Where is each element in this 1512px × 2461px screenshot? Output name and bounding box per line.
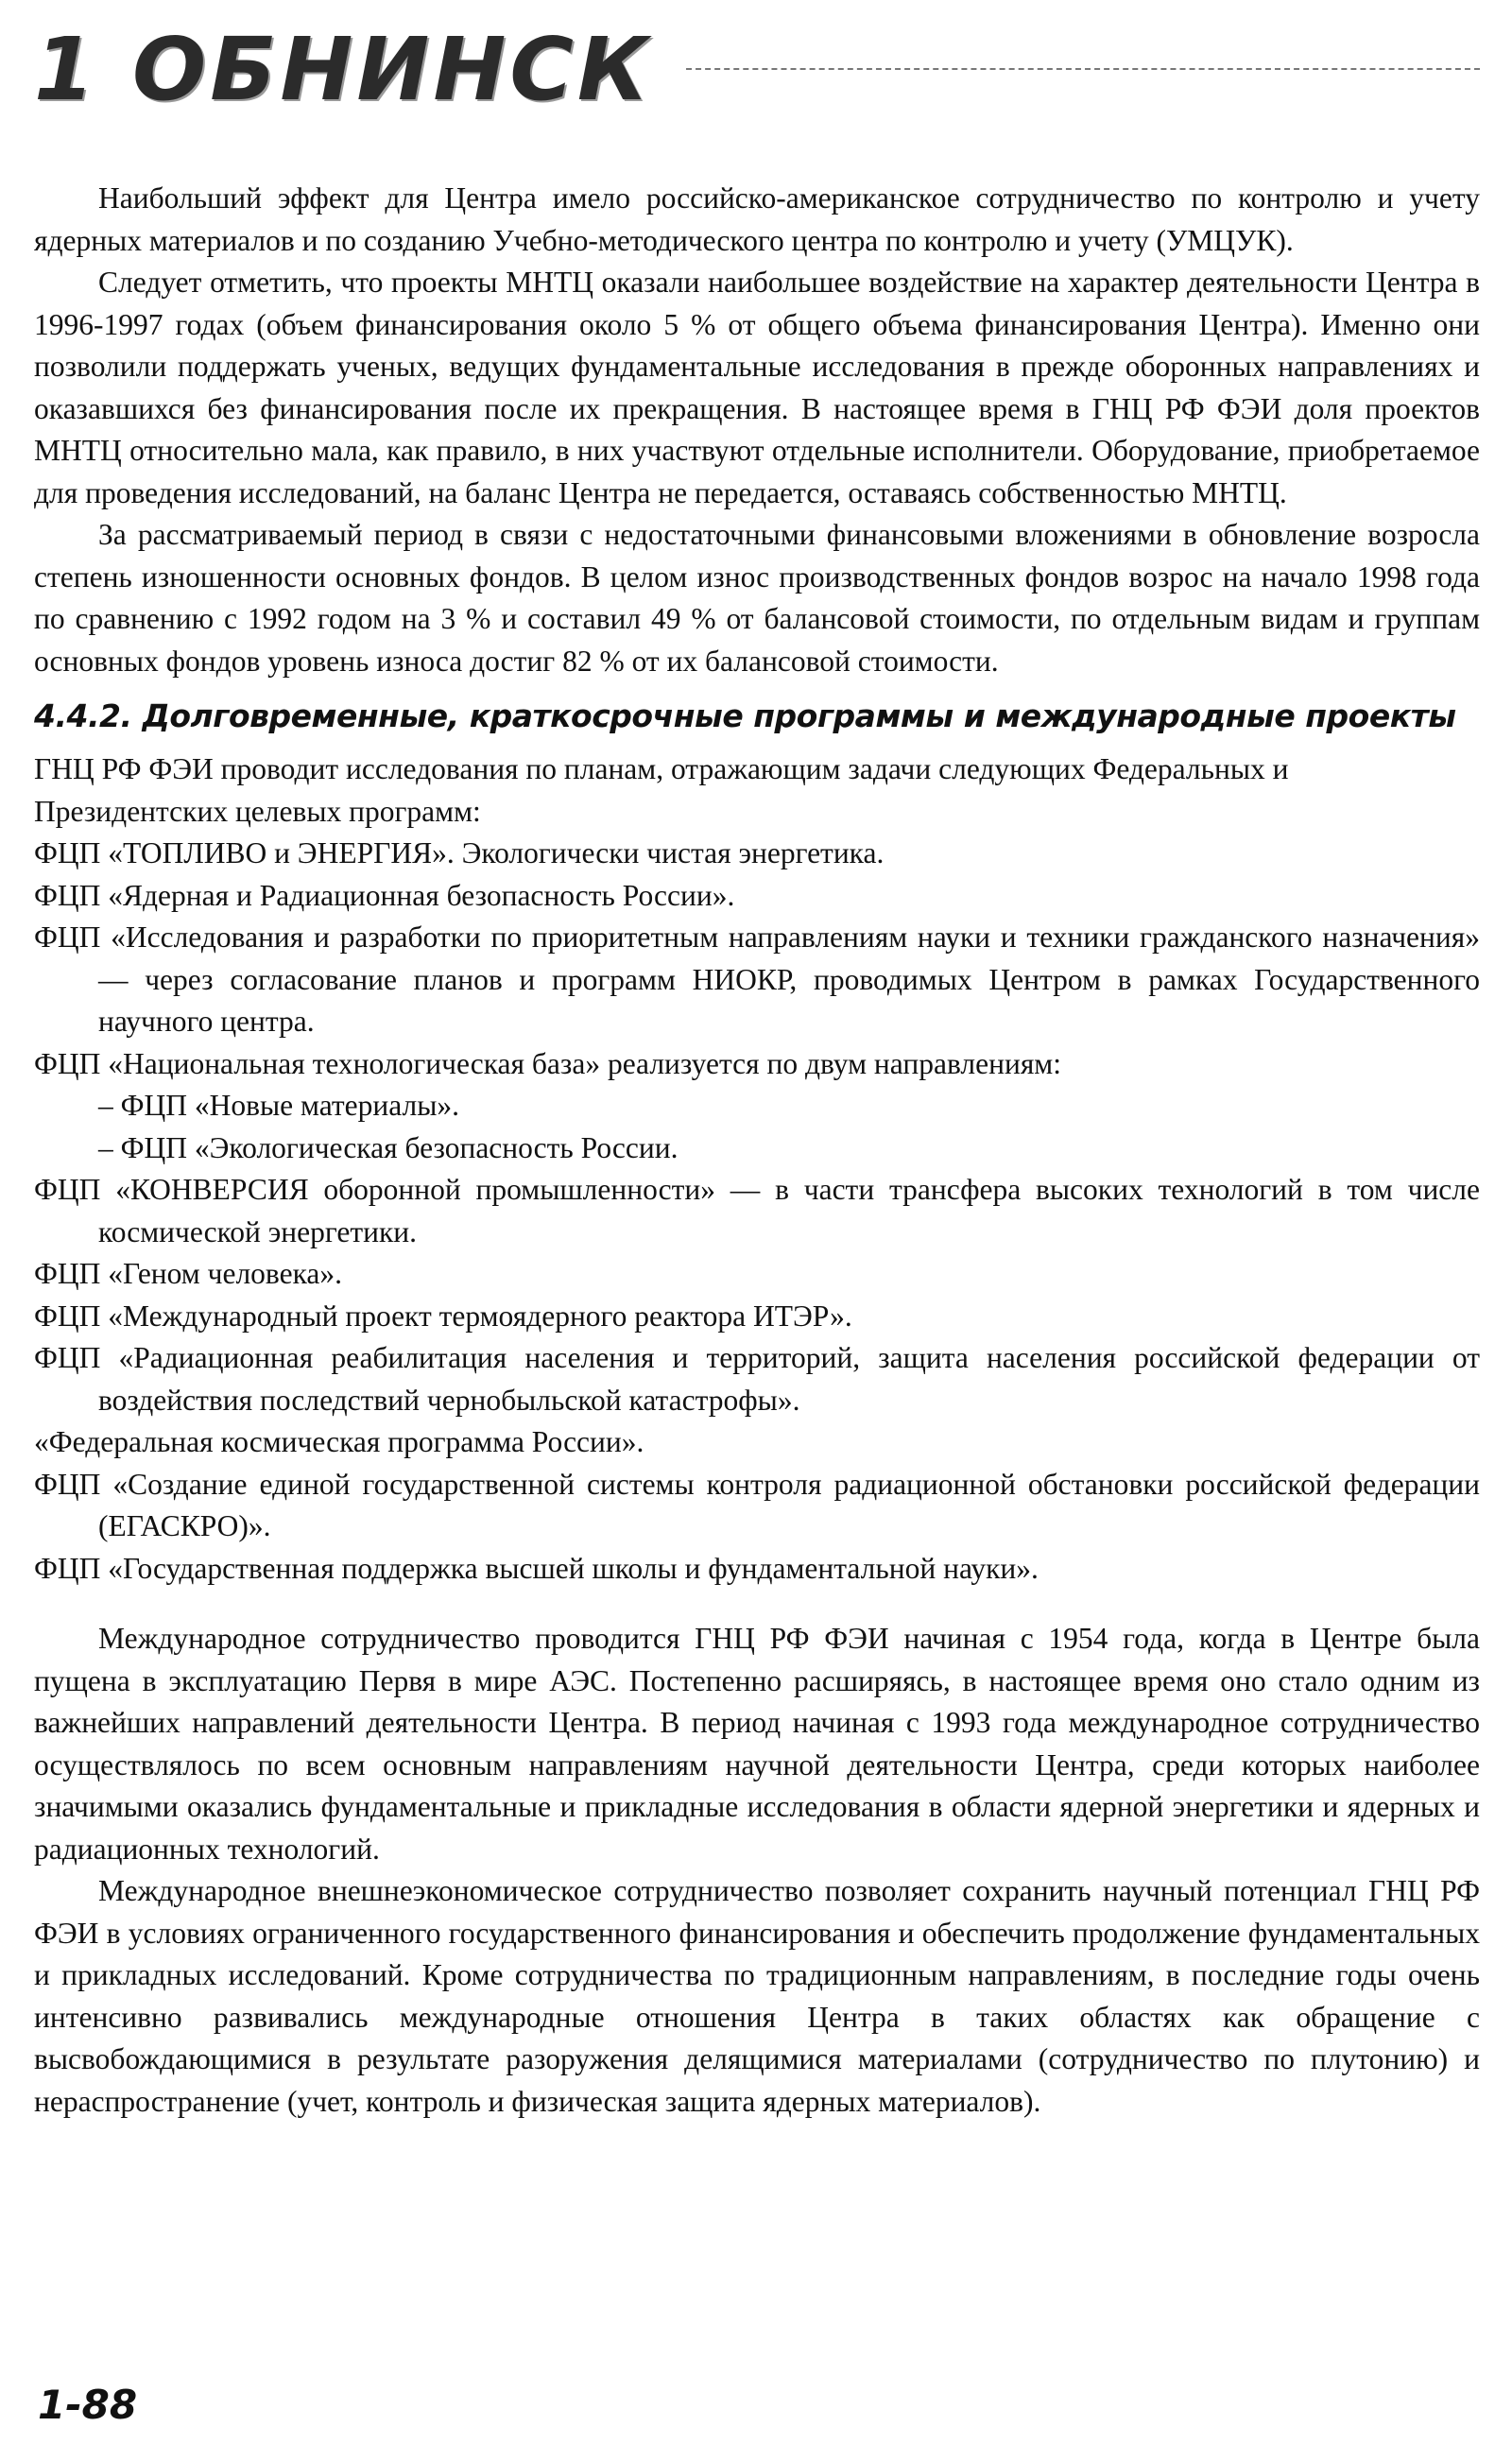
paragraph: За рассматриваемый период в связи с недостаточными финансовыми вложениями в обновление возросла степень изношенности основных фондов. В целом износ производственных фондов возрос на начало 1998 года по сравнению с 1992 годом на 3 % и составил 49 % от балансовой стоимости, по отдельным видам и группам основных фондов уровень износа достиг 82 % от их балансовой стоимости. — [34, 518, 1480, 678]
paragraph: Следует отметить, что проекты МНТЦ оказали наибольшее воздействие на характер деятельности Центра в 1996-1997 годах (объем финансирования около 5 % от общего объема финансирования Центра). Именно они позволили поддержать ученых, ведущих фундаментальные исследования в прежде оборонных направлениях и оказавшихся без финансирования после их прекращения. В настоящее время в ГНЦ РФ ФЭИ доля проектов МНТЦ относительно мала, как правило, в них участвуют отдельные исполнители. Оборудование, приобретаемое для проведения исследований, на баланс Центра не передается, оставаясь собственностью МНТЦ. — [34, 266, 1480, 509]
paragraph: Наибольший эффект для Центра имело российско-американское сотрудничество по контролю и учету ядерных материалов и по созданию Учебно-методического центра по контролю и учету (УМЦУК). — [34, 181, 1480, 257]
program-item: ФЦП «ТОПЛИВО и ЭНЕРГИЯ». Экологически чистая энергетика. — [34, 836, 885, 869]
program-item: ФЦП «Ядерная и Радиационная безопасность России». — [34, 878, 735, 912]
paragraph: Международное сотрудничество проводится ГНЦ РФ ФЭИ начиная с 1954 года, когда в Центре была пущена в эксплуатацию Первя в мире АЭС. Постепенно расширяясь, в настоящее время оно стало одним из важнейших направлений деятельности Центра. В период начиная с 1993 года международное сотрудничество осуществлялось по всем основным направлениям научной деятельности Центра, среди которых наиболее значимыми оказались фундаментальные и прикладные исследования в области ядерной энергетики и ядерных и радиационных технологий. — [34, 1622, 1480, 1866]
program-subitem: – ФЦП «Новые материалы». — [98, 1089, 460, 1122]
program-item: ФЦП «Государственная поддержка высшей школы и фундаментальной науки». — [34, 1551, 1039, 1585]
page-header — [34, 19, 1480, 120]
page-number: 1-88 — [38, 2382, 138, 2428]
program-item: ФЦП «Геном человека». — [34, 1257, 343, 1290]
section-logo: 1 ОБНИНСК — [34, 19, 653, 120]
spacer — [34, 1590, 1480, 1618]
program-item: ФЦП «Национальная технологическая база» реализуется по двум направлениям: — [34, 1046, 1061, 1080]
program-item: ФЦП «КОНВЕРСИЯ оборонной промышленности» — в части трансфера высоких технологий в том числе космической энергетики. — [34, 1173, 1480, 1248]
program-item: ФЦП «Создание единой государственной системы контроля радиационной обстановки российской федерации (ЕГАСКРО)». — [34, 1467, 1480, 1542]
section-intro: ГНЦ РФ ФЭИ проводит исследования по планам, отражающим задачи следующих Федеральных и Президентских целевых программ: — [34, 752, 1289, 828]
header-rule — [686, 68, 1480, 70]
program-item: ФЦП «Радиационная реабилитация населения и территорий, защита населения российской федерации от воздействия последствий чернобыльской катастрофы». — [34, 1341, 1480, 1417]
program-item: ФЦП «Международный проект термоядерного реактора ИТЭР». — [34, 1299, 852, 1333]
paragraph: Международное внешнеэкономическое сотрудничество позволяет сохранить научный потенциал ГНЦ РФ ФЭИ в условиях ограниченного государственного финансирования и обеспечить продолжение фундаментальных и прикладных исследований. Кроме сотрудничества по традиционным направлениям, в последние годы очень интенсивно развивались международные отношения Центра в таких областях как обращение с высвобождающимися в результате разоружения делящимися материалами (сотрудничество по плутонию) и нераспространение (учет, контроль и физическая защита ядерных материалов). — [34, 1874, 1480, 2118]
section-heading: 4.4.2. Долговременные, краткосрочные программы и международные проекты — [34, 697, 1456, 734]
page-body — [34, 178, 1480, 2123]
program-item: ФЦП «Исследования и разработки по приоритетным направлениям науки и техники гражданского назначения» — через согласование планов и программ НИОКР, проводимых Центром в рамках Государственного научного центра. — [34, 921, 1480, 1038]
program-subitem: – ФЦП «Экологическая безопасность России. — [98, 1130, 679, 1164]
program-item: «Федеральная космическая программа России». — [34, 1425, 644, 1458]
